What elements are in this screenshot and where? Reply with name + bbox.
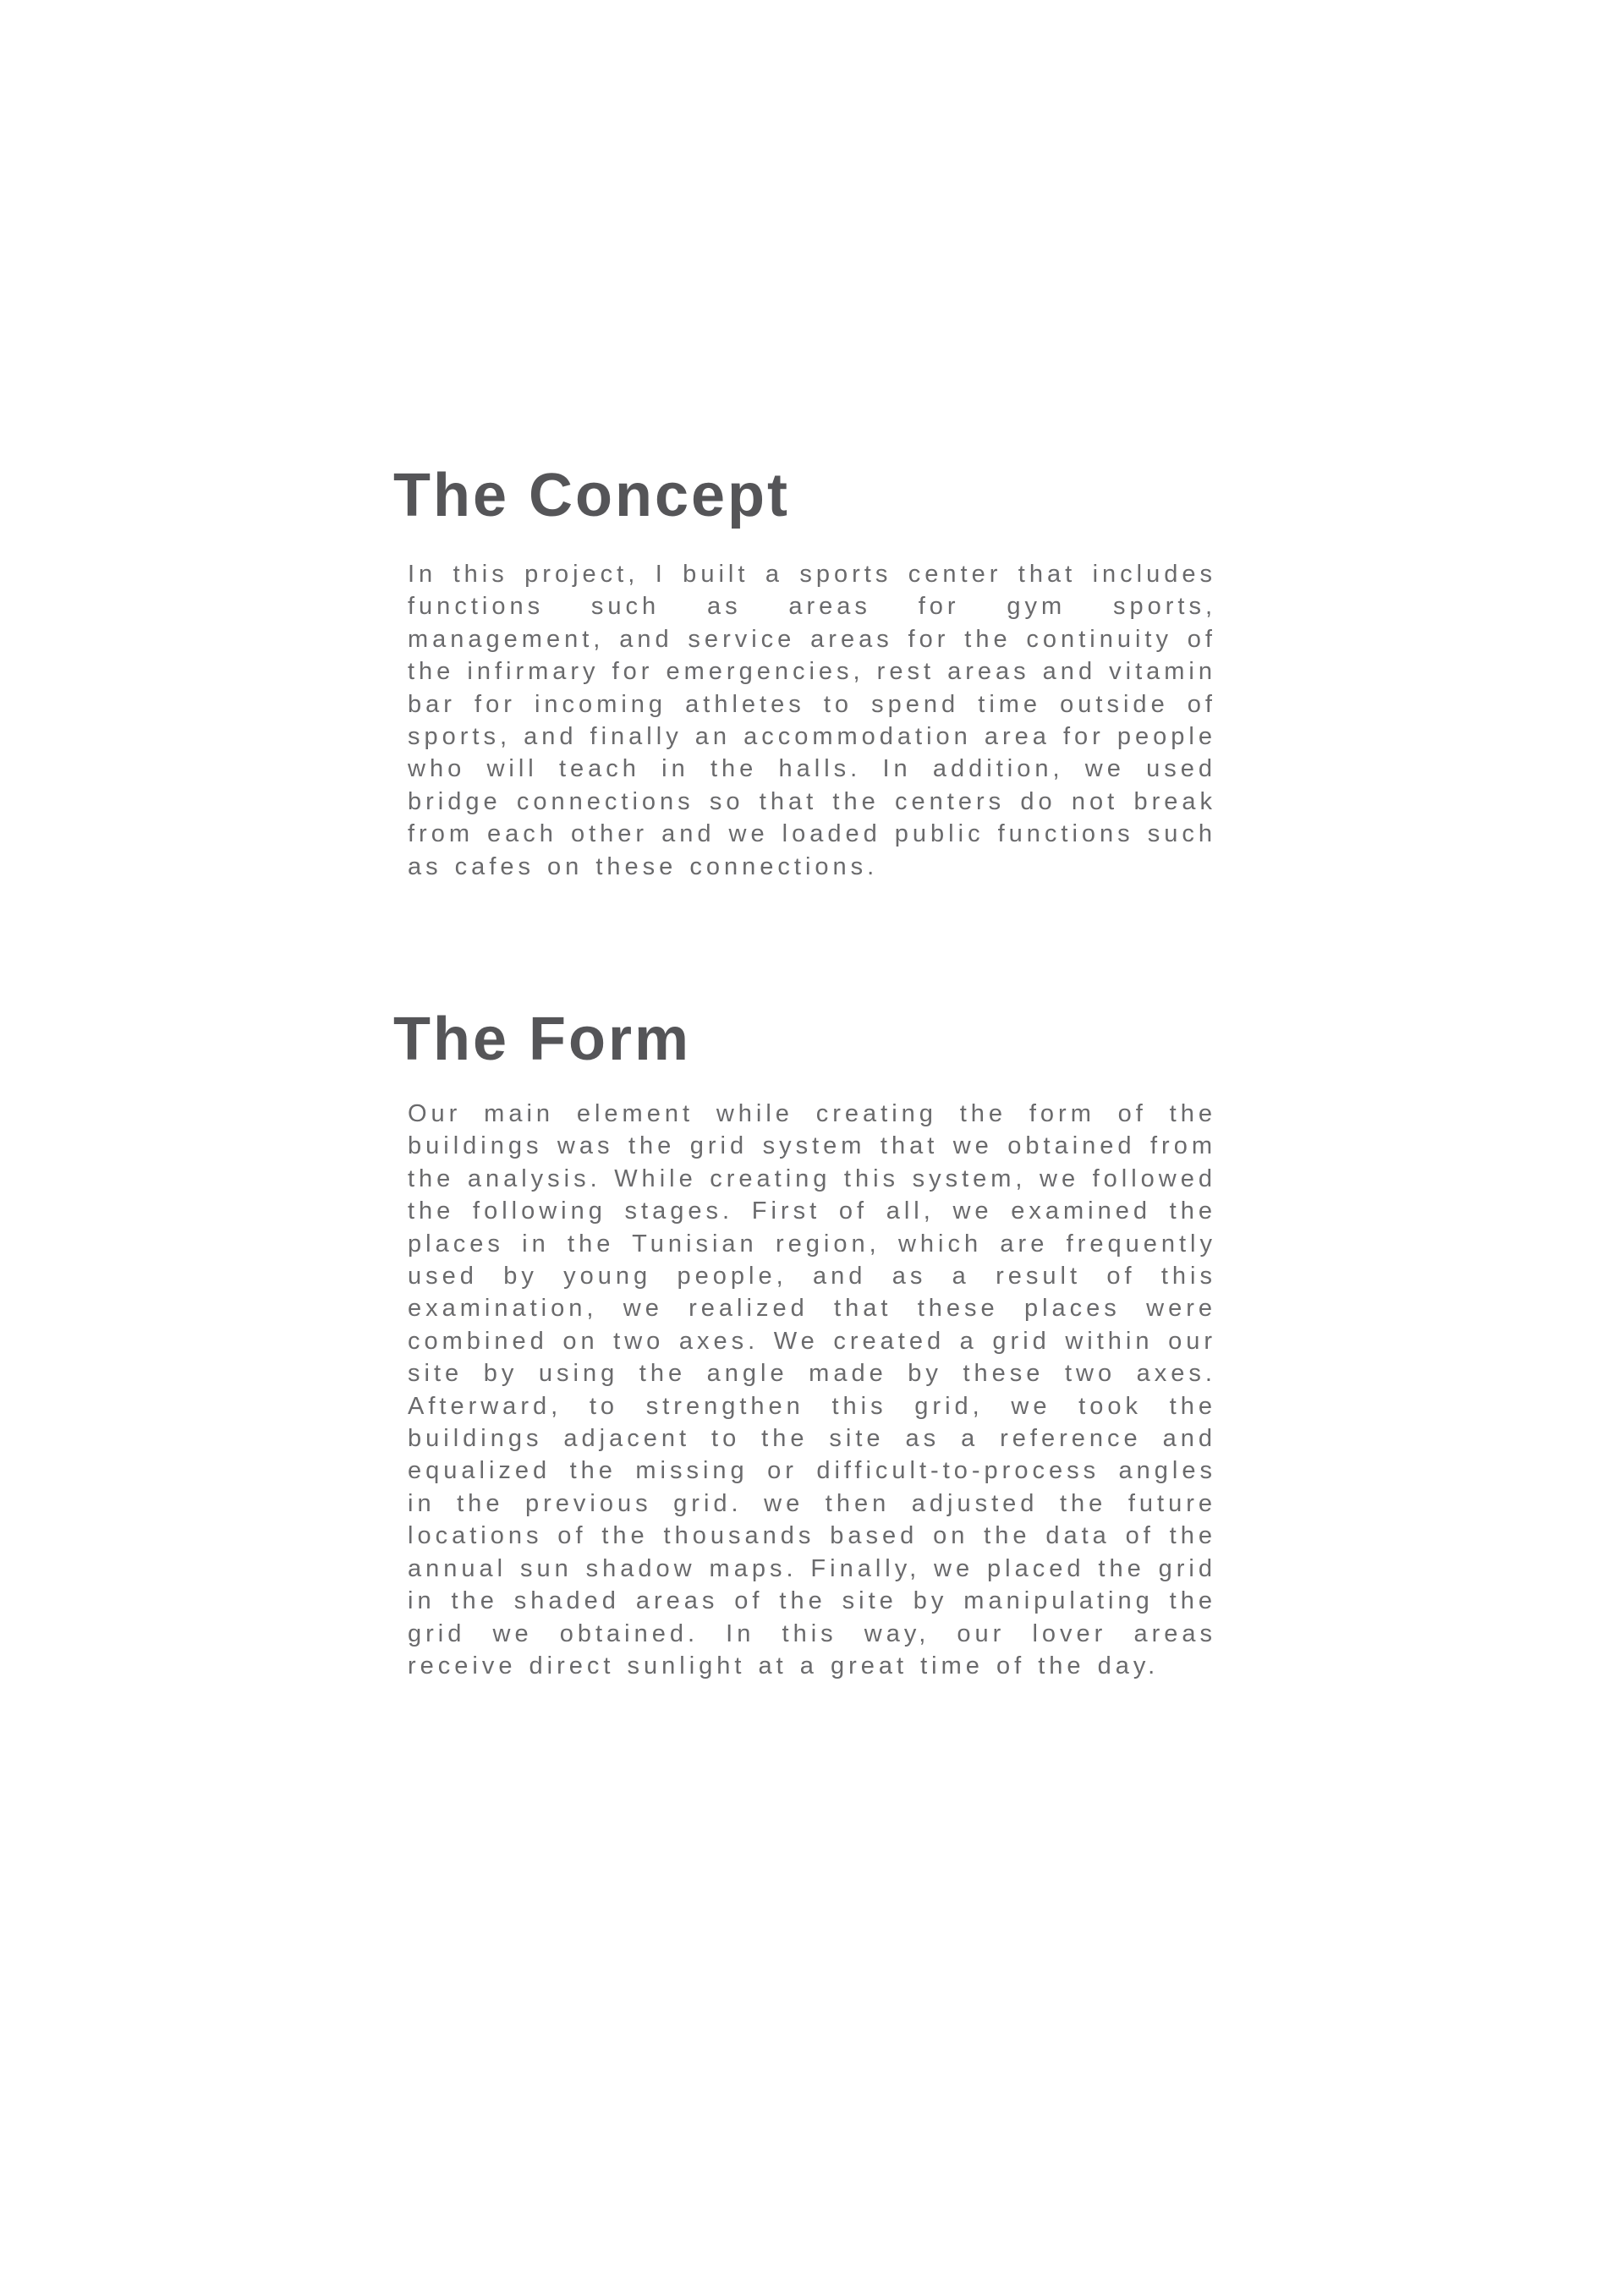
- form-heading: The Form: [393, 1006, 692, 1073]
- form-paragraph: Our main element while creating the form of the buildings was the grid system that we obtained from the analysis. While creating this system, we followed the following stages. First of all, we examined the places in the Tunisian region, which are frequently used by young people, and as a result of this examination, we realized that these places were combined on two axes. We created a grid within our site by using the angle made by these two axes. Afterward, to strengthen this grid, we took the buildings adjacent to the site as a reference and equalized the missing or difficult-to-process angles in the previous grid. we then adjusted the future locations of the thousands based on the data of the annual sun shadow maps. Finally, we placed the grid in the shaded areas of the site by manipulating the grid we obtained. In this way, our lover areas receive direct sunlight at a great time of the day.: [408, 1100, 1216, 1680]
- concept-heading: The Concept: [393, 462, 791, 529]
- concept-paragraph: In this project, I built a sports center that includes functions such as areas for gym sports, management, and service areas for the continuity of the infirmary for emergencies, rest areas and vitamin bar for incoming athletes to spend time outside of sports, and finally an accommodation area for people who will teach in the halls. In addition, we used bridge connections so that the centers do not break from each other and we loaded public functions such as cafes on these connections.: [408, 561, 1216, 880]
